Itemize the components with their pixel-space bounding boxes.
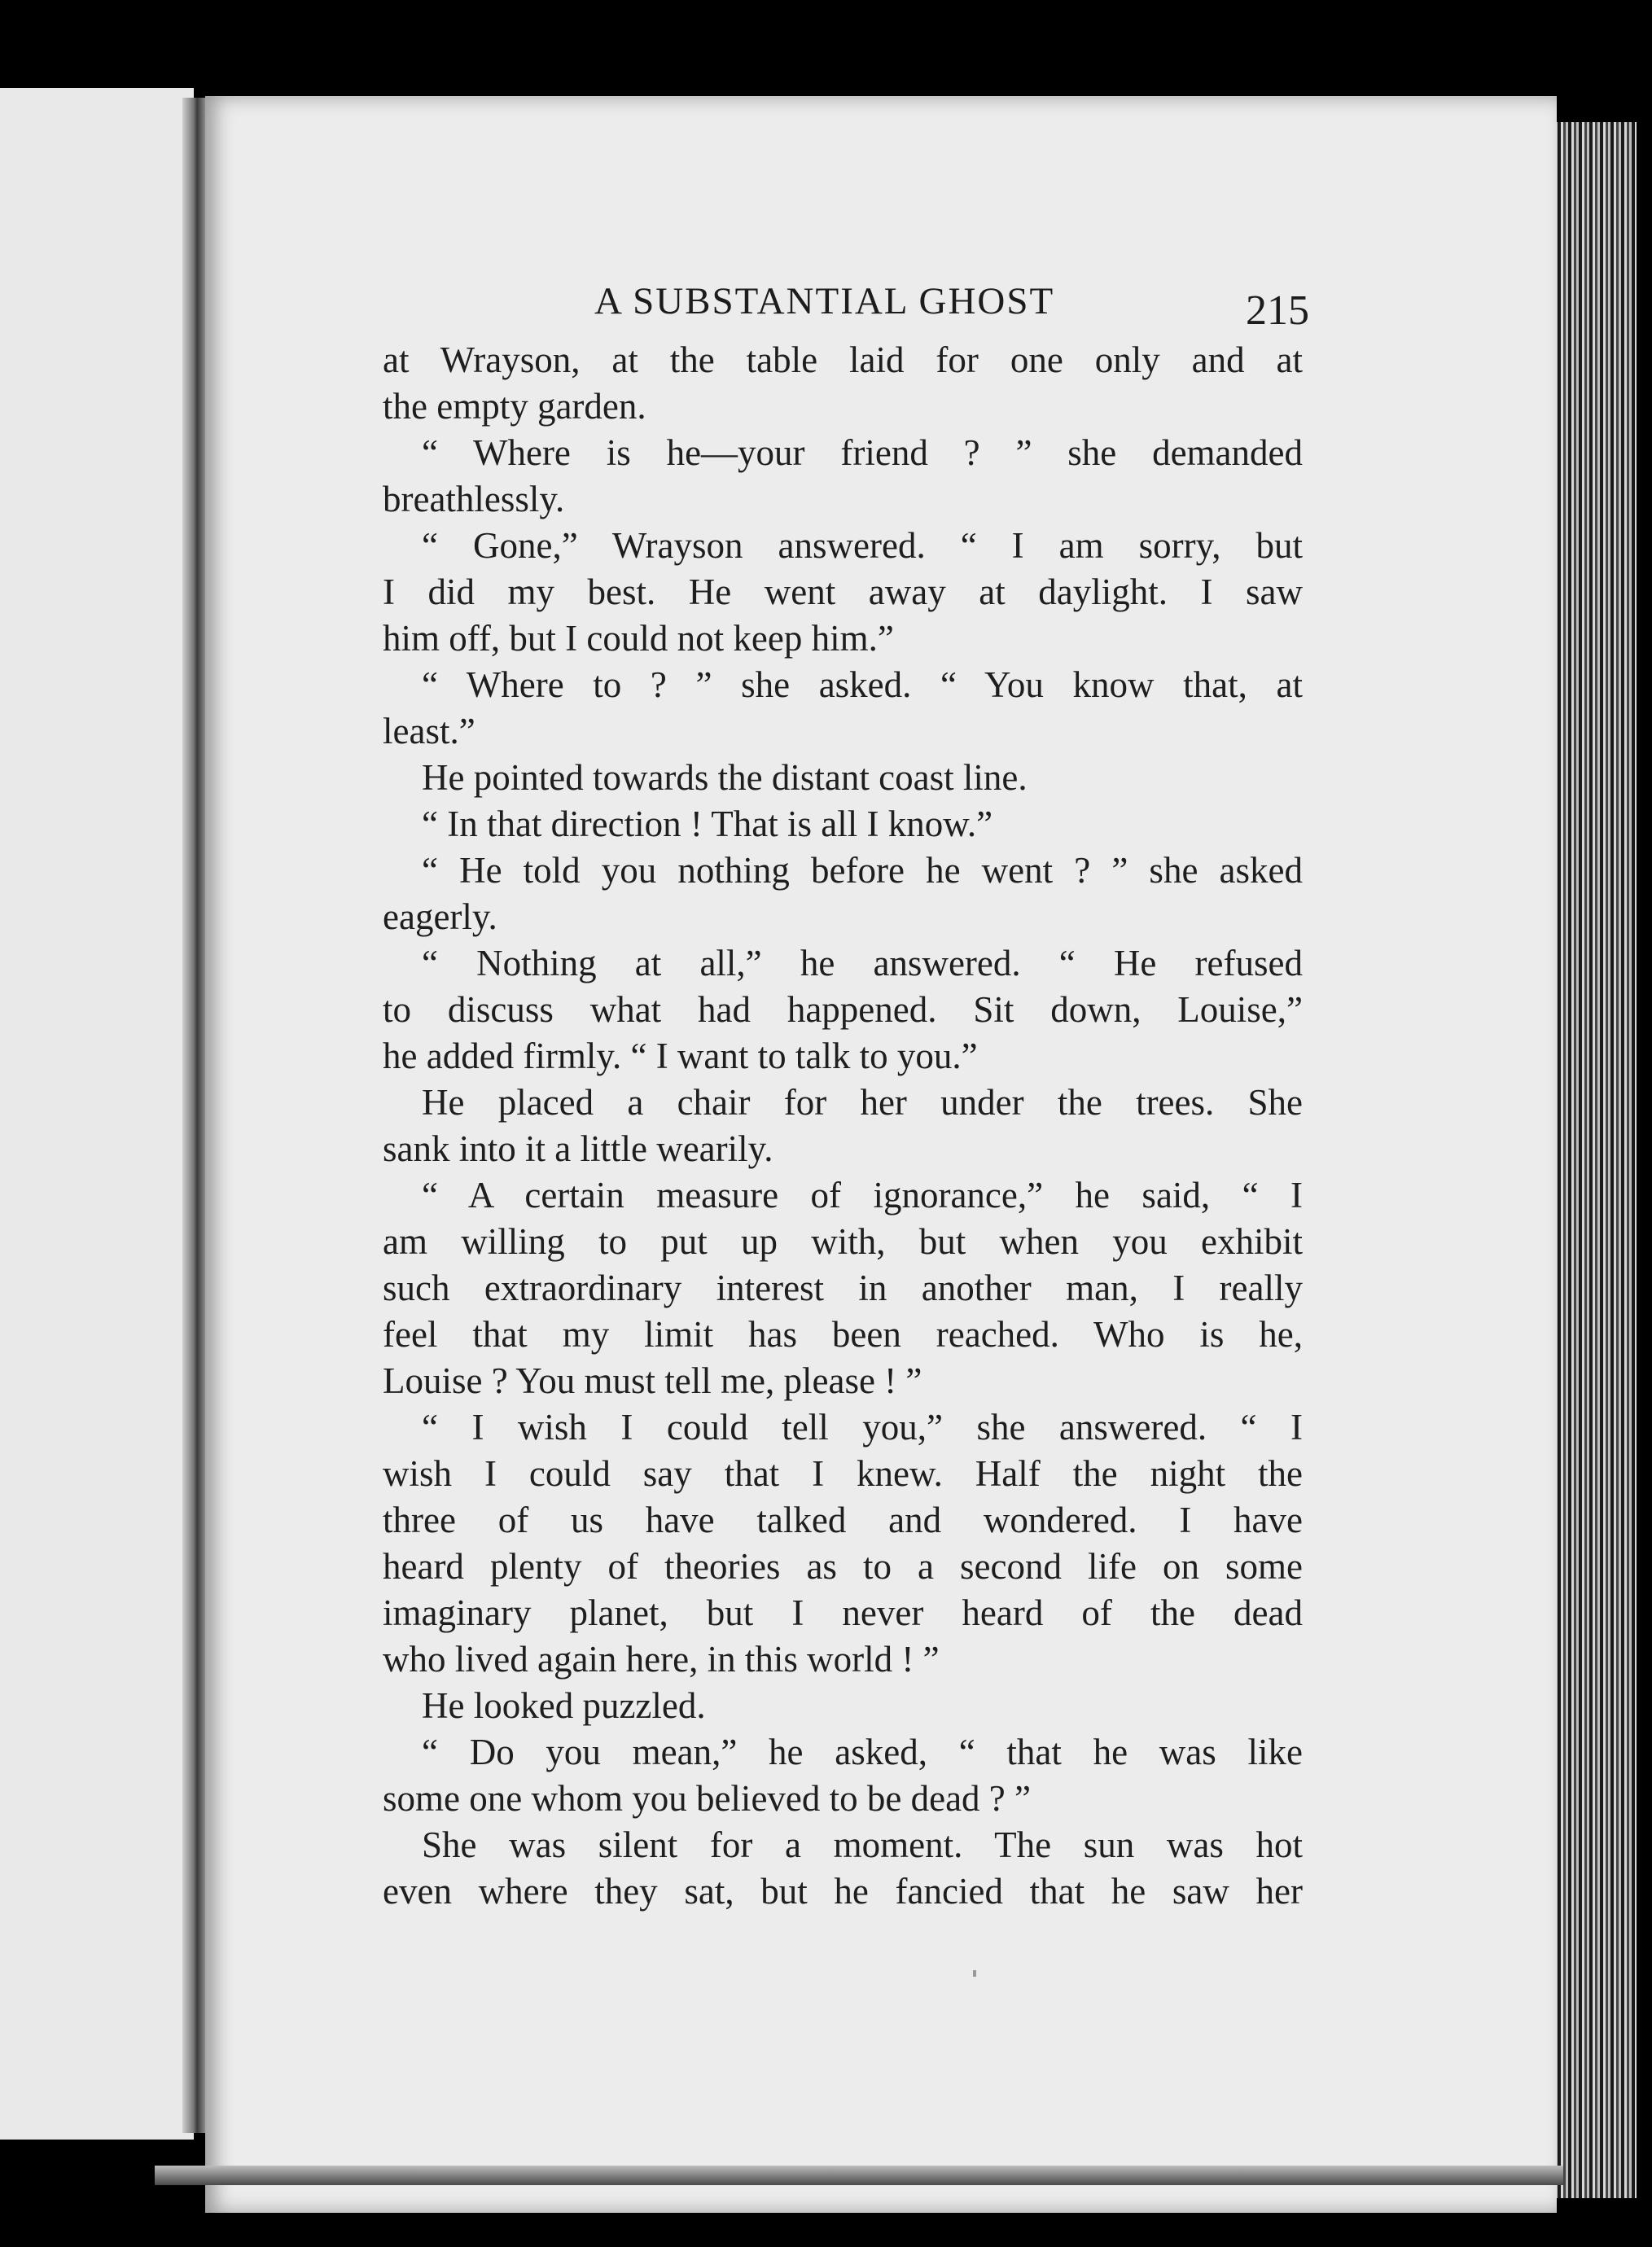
text-line: wish I could say that I knew. Half the night the	[383, 1453, 1303, 1494]
text-line: such extraordinary interest in another man, I really	[383, 1268, 1303, 1308]
book-gutter	[182, 98, 207, 2133]
text-line: imaginary planet, but I never heard of the dead	[383, 1592, 1303, 1633]
text-line: “ He told you nothing before he went ? ” she asked	[422, 850, 1303, 891]
text-line: him off, but I could not keep him.”	[383, 618, 894, 659]
text-line: He placed a chair for her under the trees. She	[422, 1082, 1303, 1123]
text-line: even where they sat, but he fancied that he saw her	[383, 1871, 1303, 1912]
text-line: “ In that direction ! That is all I know.”	[422, 804, 993, 844]
page-stack-edge	[1547, 122, 1637, 2198]
text-line: breathlessly.	[383, 479, 565, 519]
text-line: “ Where to ? ” she asked. “ You know that, at	[422, 664, 1303, 705]
text-line: eagerly.	[383, 896, 497, 937]
text-line: who lived again here, in this world ! ”	[383, 1639, 940, 1680]
text-line: He pointed towards the distant coast line.	[422, 757, 1028, 798]
text-line: some one whom you believed to be dead ? ”	[383, 1778, 1032, 1819]
text-line: “ A certain measure of ignorance,” he said, “ I	[422, 1175, 1303, 1215]
page-speck	[973, 1970, 976, 1977]
text-line: “ Where is he—your friend ? ” she demanded	[422, 432, 1303, 473]
text-line: “ Gone,” Wrayson answered. “ I am sorry, but	[422, 525, 1303, 566]
text-line: to discuss what had happened. Sit down, Louise,”	[383, 989, 1303, 1030]
text-line: the empty garden.	[383, 386, 646, 427]
bottom-page-edge	[155, 2166, 1563, 2185]
text-line: She was silent for a moment. The sun was hot	[422, 1824, 1303, 1865]
body-text	[383, 337, 1303, 1915]
text-line: am willing to put up with, but when you exhibit	[383, 1221, 1303, 1262]
text-line: at Wrayson, at the table laid for one only and at	[383, 339, 1303, 380]
text-line: Louise ? You must tell me, please ! ”	[383, 1360, 922, 1401]
text-line: three of us have talked and wondered. I have	[383, 1500, 1303, 1540]
running-title: A SUBSTANTIAL GHOST	[594, 280, 1055, 322]
text-line: “ Nothing at all,” he answered. “ He refused	[422, 943, 1303, 983]
page-number: 215	[1246, 287, 1309, 334]
text-line: I did my best. He went away at daylight. I saw	[383, 572, 1303, 612]
text-line: “ I wish I could tell you,” she answered. “ I	[422, 1407, 1303, 1448]
text-line: feel that my limit has been reached. Who is he,	[383, 1314, 1303, 1355]
left-page-edge	[0, 88, 194, 2140]
text-line: He looked puzzled.	[422, 1685, 706, 1726]
text-line: sank into it a little wearily.	[383, 1128, 773, 1169]
text-line: heard plenty of theories as to a second life on some	[383, 1546, 1303, 1587]
text-line: least.”	[383, 711, 475, 751]
text-line: he added firmly. “ I want to talk to you.”	[383, 1036, 978, 1076]
text-line: “ Do you mean,” he asked, “ that he was like	[422, 1732, 1303, 1772]
